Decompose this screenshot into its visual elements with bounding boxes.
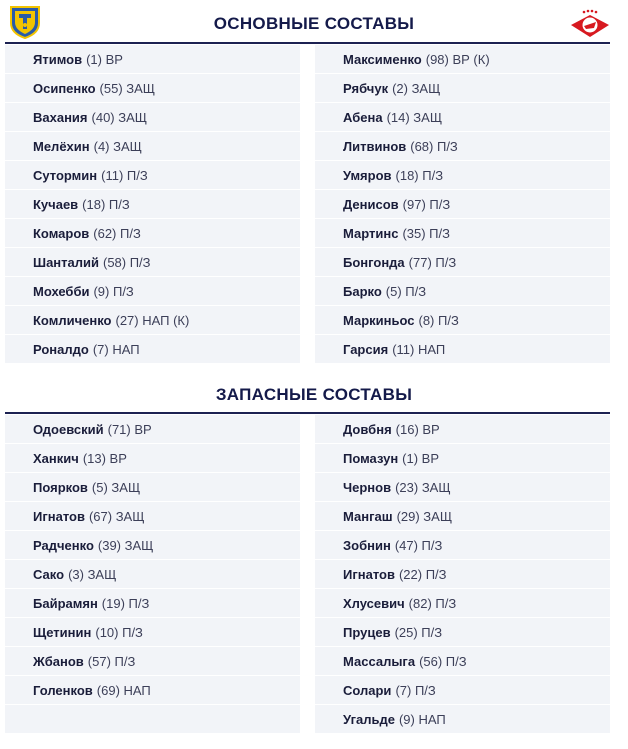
player-number-position: (11) НАП	[392, 341, 446, 357]
player-name: Мангаш	[343, 508, 393, 524]
player-number-position: (18) П/З	[82, 196, 130, 212]
player-row	[5, 473, 300, 502]
player-row	[5, 444, 300, 473]
player-number-position: (47) П/З	[394, 537, 443, 553]
player-number-position: (10) П/З	[95, 624, 143, 640]
player-row	[315, 531, 610, 560]
player-name: Игнатов	[343, 566, 395, 582]
player-row	[315, 473, 610, 502]
player-number-position: (25) П/З	[394, 624, 443, 640]
player-row	[5, 502, 300, 531]
player-number-position: (8) П/З	[418, 312, 459, 328]
player-row	[5, 589, 300, 618]
player-number-position: (39) ЗАЩ	[97, 537, 154, 553]
player-number-position: (40) ЗАЩ	[91, 109, 147, 125]
player-name: Сутормин	[33, 167, 98, 183]
player-number-position: (1) ВР	[86, 51, 123, 67]
player-row	[5, 676, 300, 705]
player-number-position: (16) ВР	[395, 421, 440, 437]
player-number-position: (4) ЗАЩ	[93, 138, 142, 154]
player-row	[5, 103, 300, 132]
player-name: Игнатов	[33, 508, 85, 524]
player-name: Пруцев	[343, 624, 391, 640]
player-name: Голенков	[33, 682, 93, 698]
player-name: Помазун	[343, 450, 399, 466]
away-starting-list	[315, 45, 610, 364]
player-number-position: (98) ВР (К)	[425, 51, 490, 67]
player-row	[315, 74, 610, 103]
player-name: Щетинин	[33, 624, 92, 640]
player-row	[315, 219, 610, 248]
starting-lineups-divider	[5, 42, 610, 44]
player-name: Кучаев	[33, 196, 79, 212]
player-row	[315, 277, 610, 306]
player-number-position: (5) ЗАЩ	[91, 479, 141, 495]
player-row	[5, 618, 300, 647]
player-number-position: (9) П/З	[93, 283, 134, 299]
player-number-position: (71) ВР	[107, 421, 152, 437]
starting-lineups-title: ОСНОВНЫЕ СОСТАВЫ	[213, 14, 415, 33]
player-row	[315, 502, 610, 531]
player-name: Абена	[343, 109, 383, 125]
player-row	[315, 132, 610, 161]
player-number-position: (55) ЗАЩ	[99, 80, 155, 96]
player-number-position: (77) П/З	[408, 254, 457, 270]
player-number-position: (35) П/З	[402, 225, 450, 241]
player-name: Сако	[33, 566, 65, 582]
player-number-position: (58) П/З	[102, 254, 151, 270]
player-row	[5, 647, 300, 676]
player-row	[315, 415, 610, 444]
player-number-position: (57) П/З	[87, 653, 136, 669]
player-name: Довбня	[343, 421, 392, 437]
player-number-position: (67) ЗАЩ	[88, 508, 145, 524]
player-number-position: (7) П/З	[395, 682, 436, 698]
player-name: Осипенко	[33, 80, 96, 96]
player-name: Ятимов	[33, 51, 83, 67]
player-row	[5, 248, 300, 277]
player-name: Массалыга	[343, 653, 416, 669]
player-row	[5, 335, 300, 364]
player-name: Роналдо	[33, 341, 89, 357]
player-name: Ханкич	[33, 450, 79, 466]
player-number-position: (19) П/З	[101, 595, 150, 611]
player-row	[5, 531, 300, 560]
player-name: Денисов	[343, 196, 399, 212]
player-row	[5, 277, 300, 306]
player-name: Байрамян	[33, 595, 98, 611]
player-number-position: (9) НАП	[398, 711, 446, 727]
substitutes-title: ЗАПАСНЫЕ СОСТАВЫ	[215, 385, 413, 404]
player-row	[5, 190, 300, 219]
player-name: Барко	[343, 283, 382, 299]
player-number-position: (62) П/З	[93, 225, 141, 241]
home-subs-list	[5, 415, 300, 734]
player-row	[5, 415, 300, 444]
player-number-position: (13) ВР	[82, 450, 127, 466]
player-name: Бонгонда	[343, 254, 405, 270]
player-name: Солари	[343, 682, 392, 698]
player-name: Гарсия	[343, 341, 389, 357]
player-name: Вахания	[33, 109, 88, 125]
player-name: Мелёхин	[33, 138, 90, 154]
player-name: Радченко	[33, 537, 94, 553]
player-row	[315, 335, 610, 364]
player-row	[315, 190, 610, 219]
player-row	[5, 161, 300, 190]
away-subs-list	[315, 415, 610, 734]
player-row	[5, 74, 300, 103]
player-row	[5, 306, 300, 335]
player-row	[315, 444, 610, 473]
player-name: Максименко	[343, 51, 422, 67]
player-number-position: (22) П/З	[398, 566, 447, 582]
player-number-position: (1) ВР	[402, 450, 440, 466]
home-starting-list	[5, 45, 300, 364]
player-number-position: (82) П/З	[408, 595, 457, 611]
player-row	[315, 248, 610, 277]
player-name: Маркиньос	[343, 312, 415, 328]
player-number-position: (18) П/З	[395, 167, 444, 183]
player-row	[315, 589, 610, 618]
player-number-position: (11) П/З	[101, 167, 148, 183]
player-row	[315, 705, 610, 734]
player-row	[315, 560, 610, 589]
player-name: Комаров	[33, 225, 90, 241]
player-number-position: (3) ЗАЩ	[68, 566, 117, 582]
player-row	[5, 45, 300, 74]
player-name: Рябчук	[343, 80, 389, 96]
player-number-position: (56) П/З	[419, 653, 467, 669]
player-number-position: (7) НАП	[92, 341, 140, 357]
player-number-position: (5) П/З	[385, 283, 427, 299]
empty-row	[5, 705, 300, 734]
player-name: Зобнин	[343, 537, 391, 553]
player-number-position: (29) ЗАЩ	[396, 508, 453, 524]
player-row	[315, 103, 610, 132]
player-row	[315, 676, 610, 705]
player-row	[315, 306, 610, 335]
player-name: Мартинс	[343, 225, 399, 241]
substitutes-divider	[5, 412, 610, 414]
player-row	[5, 219, 300, 248]
player-number-position: (69) НАП	[96, 682, 151, 698]
player-name: Жбанов	[33, 653, 84, 669]
player-number-position: (23) ЗАЩ	[395, 479, 451, 495]
player-row	[315, 618, 610, 647]
player-row	[5, 560, 300, 589]
player-name: Одоевский	[33, 421, 104, 437]
player-row	[315, 45, 610, 74]
player-number-position: (27) НАП (К)	[115, 312, 190, 328]
player-row	[315, 161, 610, 190]
player-number-position: (2) ЗАЩ	[392, 80, 441, 96]
player-row	[5, 132, 300, 161]
player-name: Мохебби	[33, 283, 90, 299]
player-name: Чернов	[343, 479, 392, 495]
player-number-position: (14) ЗАЩ	[386, 109, 443, 125]
player-name: Угальде	[343, 711, 395, 727]
player-name: Шанталий	[33, 254, 99, 270]
player-row	[315, 647, 610, 676]
player-name: Умяров	[343, 167, 392, 183]
player-name: Поярков	[33, 479, 88, 495]
player-name: Хлусевич	[343, 595, 405, 611]
player-number-position: (68) П/З	[410, 138, 458, 154]
player-number-position: (97) П/З	[402, 196, 451, 212]
player-name: Комличенко	[33, 312, 112, 328]
player-name: Литвинов	[343, 138, 407, 154]
